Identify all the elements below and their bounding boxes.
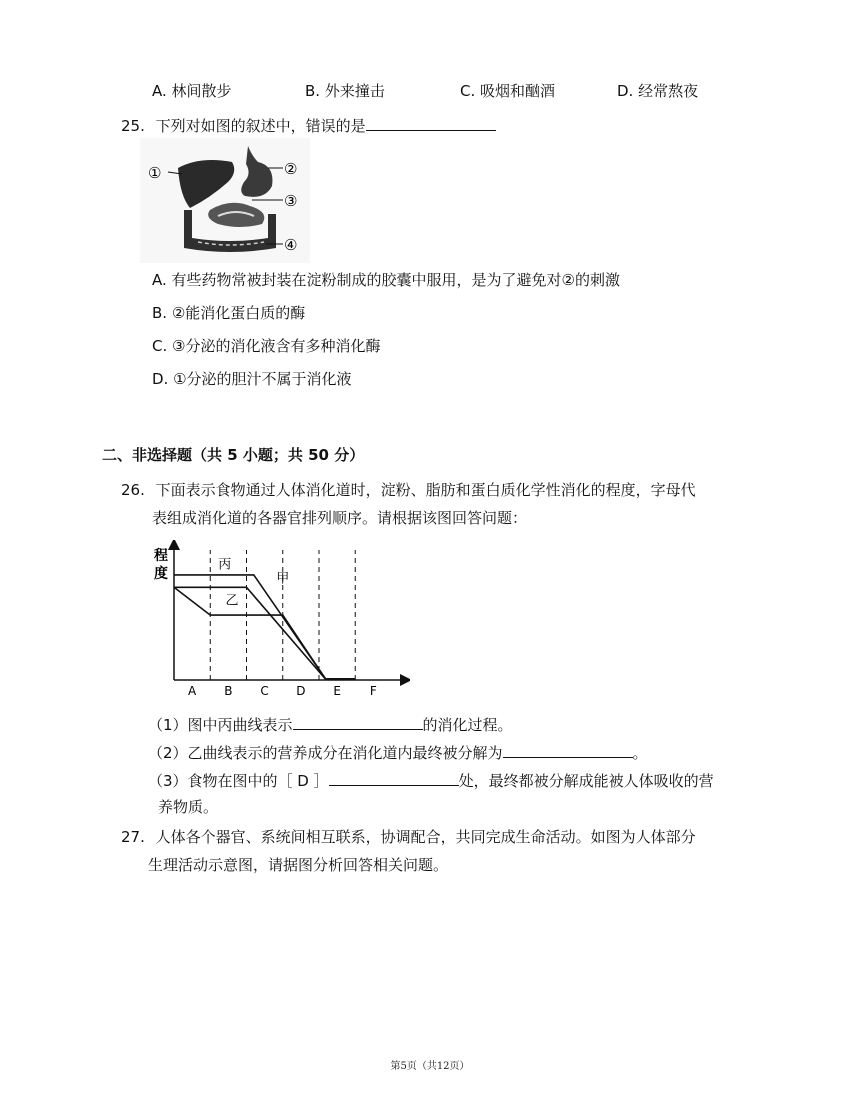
figure-label-4: ④ <box>284 236 298 254</box>
q25-option-b: B. ②能消化蛋白质的酶 <box>152 304 306 322</box>
q25-number: 25. <box>121 117 145 135</box>
q24-option-a: A. 林间散步 <box>152 82 232 100</box>
q27-stem-line2: 生理活动示意图，请据图分析回答相关问题。 <box>148 856 449 874</box>
q27-number: 27. <box>121 828 145 846</box>
q25-option-c: C. ③分泌的消化液含有多种消化酶 <box>152 337 381 355</box>
series-label-2: 甲 <box>276 571 290 587</box>
q26-sub2-blank[interactable] <box>503 741 633 758</box>
x-tick-A: A <box>188 684 197 698</box>
q25-option-d: D. ①分泌的胆汁不属于消化液 <box>152 370 352 388</box>
q26-sub1-text-a: （1）图中丙曲线表示 <box>148 716 293 734</box>
curve-3 <box>174 587 326 680</box>
q25-answer-blank[interactable] <box>366 114 496 131</box>
y-label-2: 度 <box>154 566 168 582</box>
q26-sub2 <box>148 741 648 763</box>
q26-sub2-text-a: （2）乙曲线表示的营养成分在消化道内最终被分解为 <box>148 744 503 762</box>
q25-stem: 下列对如图的叙述中，错误的是 <box>155 117 366 135</box>
q25-option-a: A. 有些药物常被封装在淀粉制成的胶囊中服用，是为了避免对②的刺激 <box>152 271 620 289</box>
q26-sub2-text-b: 。 <box>632 744 648 762</box>
digestion-degree-chart <box>150 540 410 700</box>
x-tick-B: B <box>224 684 233 698</box>
figure-label-3: ③ <box>284 192 298 210</box>
x-tick-E: E <box>333 684 341 698</box>
curve-2 <box>174 587 326 680</box>
x-tick-C: C <box>260 684 269 698</box>
x-tick-F: F <box>369 684 377 698</box>
q24-option-b: B. 外来撞击 <box>305 82 385 100</box>
page-footer: 第5页（共12页） <box>390 1061 470 1072</box>
figure-label-1: ① <box>148 164 162 182</box>
q26-sub3-text-b: 处，最终都被分解成能被人体吸收的营 <box>458 772 714 790</box>
digestive-system-figure <box>140 138 310 263</box>
q27-stem-line1 <box>121 827 696 847</box>
q26-stem-text1: 下面表示食物通过人体消化道时，淀粉、脂肪和蛋白质化学性消化的程度，字母代 <box>155 481 696 499</box>
q27-stem-text1: 人体各个器官、系统间相互联系，协调配合，共同完成生命活动。如图为人体部分 <box>155 828 696 846</box>
figure-label-2: ② <box>284 160 298 178</box>
q26-sub1-text-b: 的消化过程。 <box>422 716 513 734</box>
q26-sub3-continued: 养物质。 <box>158 798 219 816</box>
q26-stem-line1 <box>121 480 696 500</box>
q26-sub3-text-a: （3）食物在图中的［ D ］ <box>148 772 329 790</box>
section-title: 二、非选择题（共 5 小题；共 50 分） <box>102 446 365 464</box>
series-label-1: 丙 <box>218 557 232 573</box>
q24-option-d: D. 经常熬夜 <box>617 82 699 100</box>
x-tick-D: D <box>296 684 306 698</box>
q26-sub3-blank[interactable] <box>329 769 459 786</box>
q24-option-c: C. 吸烟和酗酒 <box>460 82 556 100</box>
q26-number: 26. <box>121 481 145 499</box>
q26-sub1 <box>148 713 513 735</box>
q26-stem-line2: 表组成消化道的各器官排列顺序。请根据该图回答问题： <box>152 509 528 527</box>
q26-sub1-blank[interactable] <box>293 713 423 730</box>
q25-stem-line <box>121 114 496 136</box>
series-label-3: 乙 <box>225 593 239 609</box>
q26-sub3 <box>148 769 714 791</box>
y-label-1: 程 <box>154 548 168 564</box>
